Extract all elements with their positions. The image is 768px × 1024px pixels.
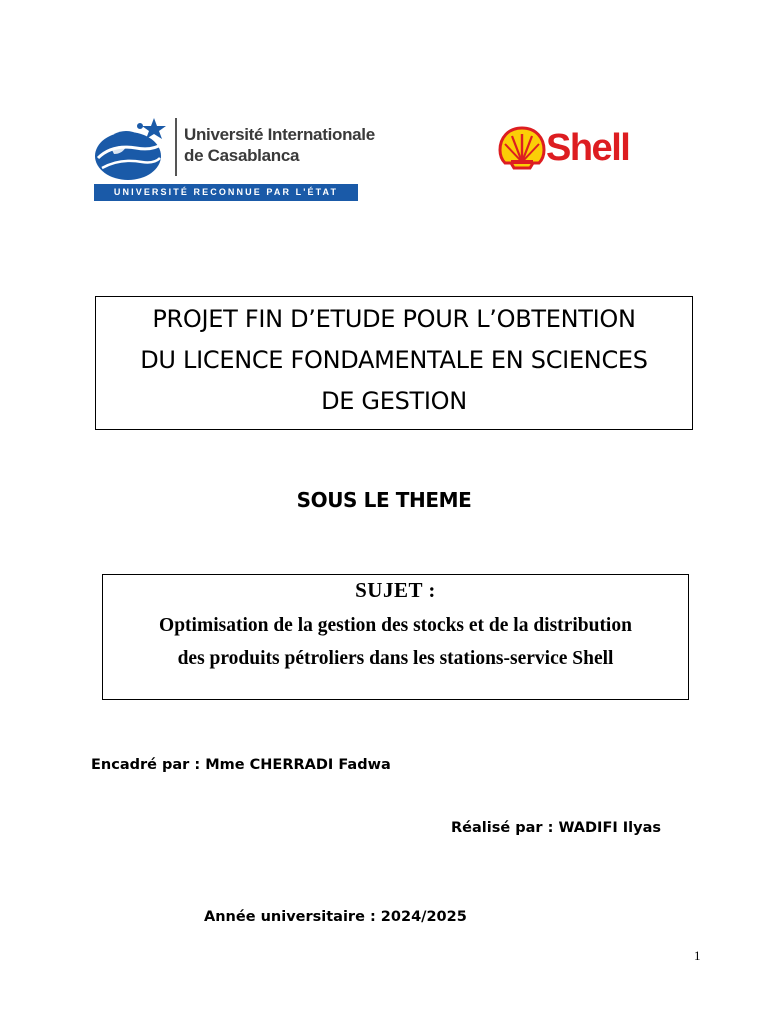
page-number: 1 (694, 948, 701, 963)
university-tagline: UNIVERSITÉ RECONNUE PAR L'ÉTAT (94, 184, 358, 201)
subject-line: Optimisation de la gestion des stocks et de la distribution (159, 615, 632, 636)
subject-label: SUJET : (355, 578, 436, 602)
shell-logo (498, 126, 662, 172)
project-title-line: PROJET FIN D’ETUDE POUR L’OBTENTION (152, 305, 636, 333)
globe-star-icon (92, 114, 172, 184)
project-title-box (95, 296, 693, 430)
logo-divider (175, 118, 177, 176)
project-title-line: DE GESTION (321, 387, 467, 415)
academic-year-line: Année universitaire : 2024/2025 (204, 909, 467, 925)
theme-heading: SOUS LE THEME (296, 488, 472, 512)
uic-logo (92, 112, 375, 202)
university-name-line2: de Casablanca (184, 146, 300, 165)
subject-box (102, 574, 689, 700)
subject-line: des produits pétroliers dans les stations-service Shell (177, 648, 614, 669)
shell-wordmark: Shell (546, 127, 630, 169)
author-line: Réalisé par : WADIFI Ilyas (451, 820, 662, 836)
project-title-line: DU LICENCE FONDAMENTALE EN SCIENCES (140, 346, 648, 374)
university-name-line1: Université Internationale (184, 125, 375, 144)
university-name (184, 124, 375, 166)
shell-pecten-icon (498, 126, 546, 170)
supervisor-line: Encadré par : Mme CHERRADI Fadwa (91, 757, 391, 773)
